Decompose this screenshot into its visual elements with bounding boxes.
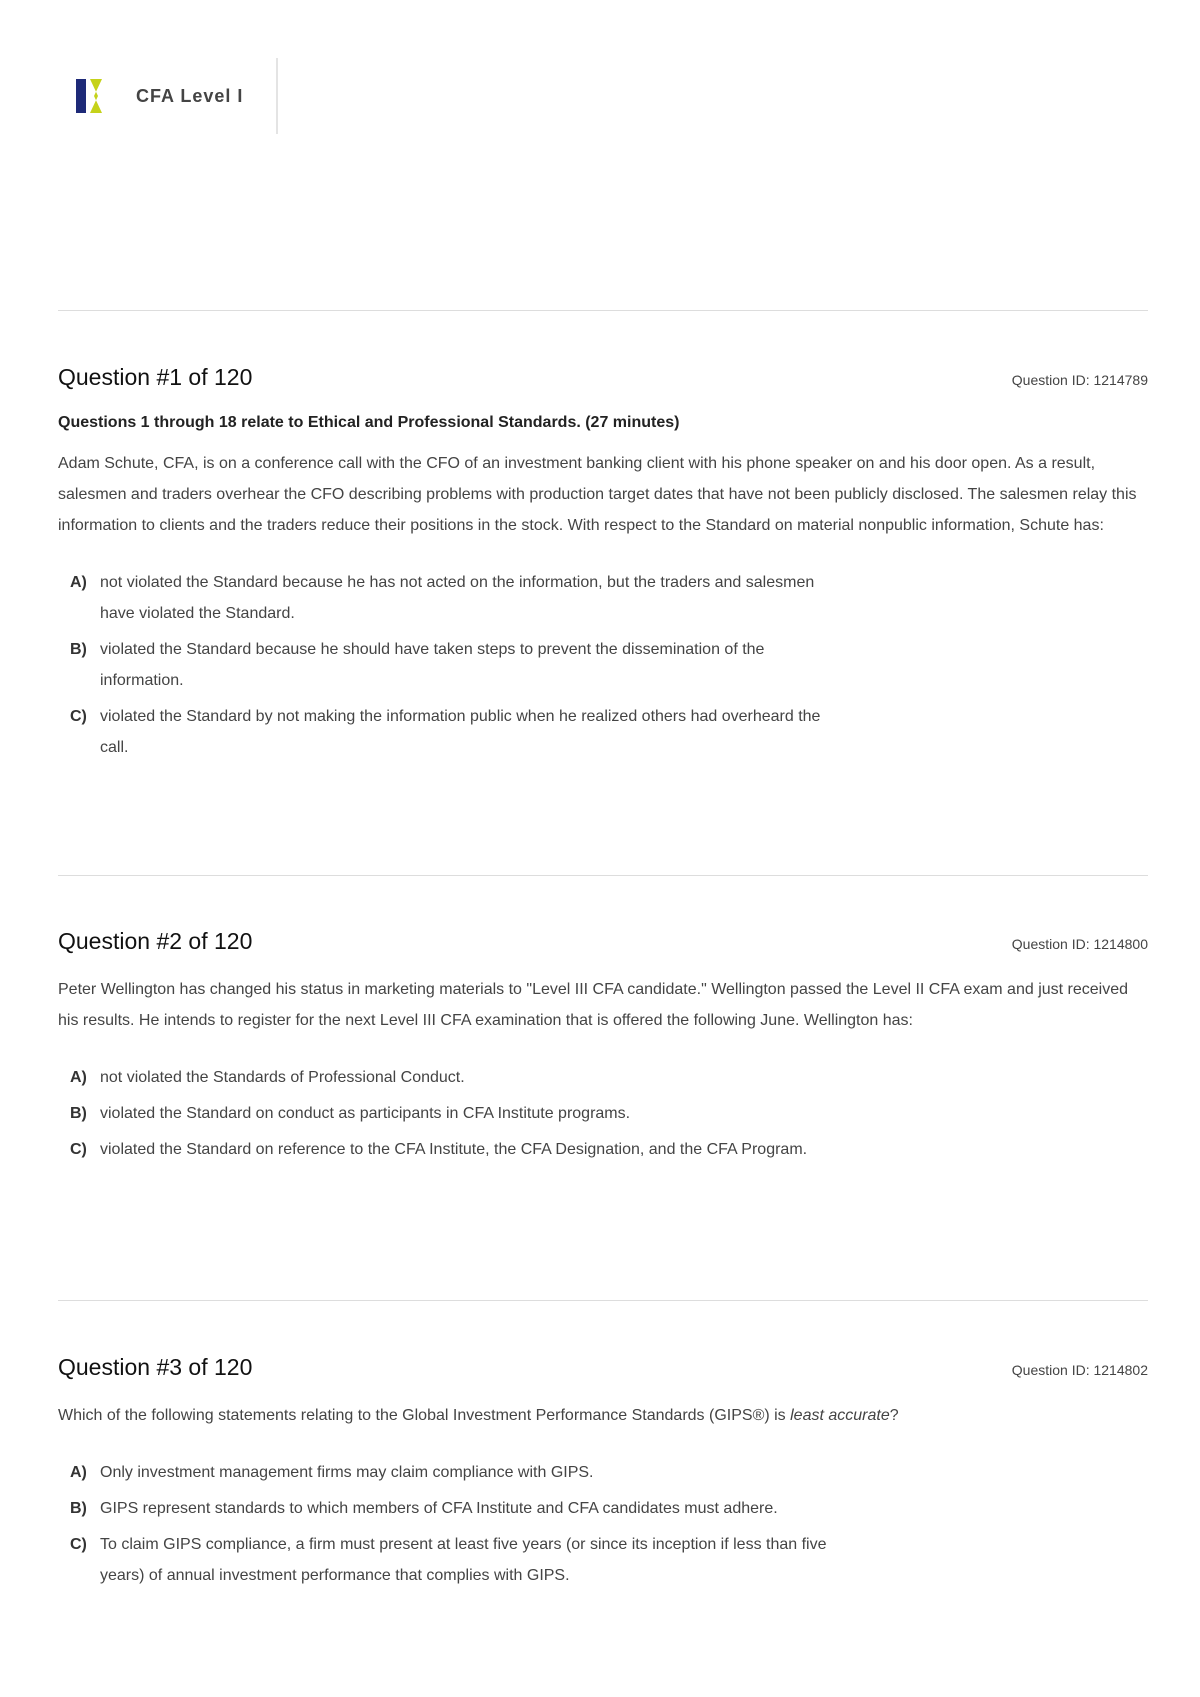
answer-letter: C) [70, 1141, 87, 1158]
answer-letter: B) [70, 1500, 87, 1517]
answer-letter: A) [70, 1464, 87, 1481]
section-divider [58, 310, 1148, 311]
question-title: Question #2 of 120 [58, 928, 253, 954]
answer-text: Only investment management firms may claim compliance with GIPS. [100, 1464, 594, 1481]
answer-text: violated the Standard because he should have taken steps to prevent the dissemination of the information. [100, 641, 765, 689]
answer-text: violated the Standard on conduct as participants in CFA Institute programs. [100, 1105, 631, 1122]
answer-option-a[interactable] [70, 1457, 840, 1488]
question-1 [58, 364, 1148, 768]
answer-letter: A) [70, 1069, 87, 1086]
section-divider [58, 1300, 1148, 1301]
answer-option-c[interactable] [70, 1529, 840, 1591]
answer-list [70, 1457, 840, 1591]
answer-letter: B) [70, 641, 87, 658]
header-divider [276, 58, 278, 134]
answer-option-a[interactable] [70, 567, 840, 629]
answer-text: violated the Standard on reference to the CFA Institute, the CFA Designation, and the CFA Program. [100, 1141, 808, 1158]
question-text-end: ? [889, 1407, 899, 1424]
answer-option-c[interactable] [70, 701, 840, 763]
answer-option-a[interactable] [70, 1062, 840, 1093]
answer-option-b[interactable] [70, 1098, 840, 1129]
answer-text: GIPS represent standards to which members of CFA Institute and CFA candidates must adhere. [100, 1500, 778, 1517]
question-3 [58, 1354, 1148, 1596]
answer-option-b[interactable] [70, 634, 840, 696]
answer-list [70, 567, 840, 763]
question-text-emphasis: least accurate [790, 1407, 890, 1424]
question-id: Question ID: 1214789 [1011, 372, 1148, 388]
question-header [58, 364, 1148, 394]
logo-chevron [90, 79, 102, 113]
page-header [76, 58, 243, 134]
question-header [58, 1354, 1148, 1384]
question-text [58, 1400, 1148, 1431]
answer-letter: A) [70, 574, 87, 591]
kaplan-logo-icon [76, 77, 114, 115]
answer-list [70, 1062, 840, 1165]
answer-text: violated the Standard by not making the information public when he realized others had overheard the call. [100, 708, 821, 756]
answer-text: not violated the Standard because he has not acted on the information, but the traders and salesmen have violated the Standard. [100, 574, 815, 622]
answer-letter: C) [70, 1536, 87, 1553]
question-text: Adam Schute, CFA, is on a conference call with the CFO of an investment banking client with his phone speaker on and his door open. As a result, salesmen and traders overhear the CFO describing problems with production target dates that have not been publicly disclosed. The salesmen relay this information to clients and the traders reduce their positions in the stock. With respect to the Standard on material nonpublic information, Schute has: [58, 455, 1137, 534]
question-text-start: Which of the following statements relating to the Global Investment Performance Standards (GIPS®) is [58, 1407, 791, 1424]
brand-title: CFA Level I [136, 85, 244, 106]
question-id: Question ID: 1214802 [1011, 1362, 1148, 1378]
answer-option-c[interactable] [70, 1134, 840, 1165]
question-id: Question ID: 1214800 [1011, 936, 1148, 952]
answer-letter: B) [70, 1105, 87, 1122]
question-intro: Questions 1 through 18 relate to Ethical and Professional Standards. (27 minutes) [58, 414, 680, 431]
logo-bar [76, 79, 86, 113]
answer-text: To claim GIPS compliance, a firm must present at least five years (or since its inception if less than five years) of annual investment performance that complies with GIPS. [100, 1536, 827, 1584]
question-header [58, 928, 1148, 958]
question-text: Peter Wellington has changed his status in marketing materials to "Level III CFA candidate." Wellington passed the Level II CFA exam and just received his results. He intends to register for the next Level III CFA examination that is offered the following June. Wellington has: [58, 981, 1129, 1029]
answer-option-b[interactable] [70, 1493, 840, 1524]
question-title: Question #1 of 120 [58, 364, 253, 390]
answer-letter: C) [70, 708, 87, 725]
section-divider [58, 875, 1148, 876]
question-title: Question #3 of 120 [58, 1354, 253, 1380]
question-2 [58, 928, 1148, 1170]
answer-text: not violated the Standards of Professional Conduct. [100, 1069, 465, 1086]
